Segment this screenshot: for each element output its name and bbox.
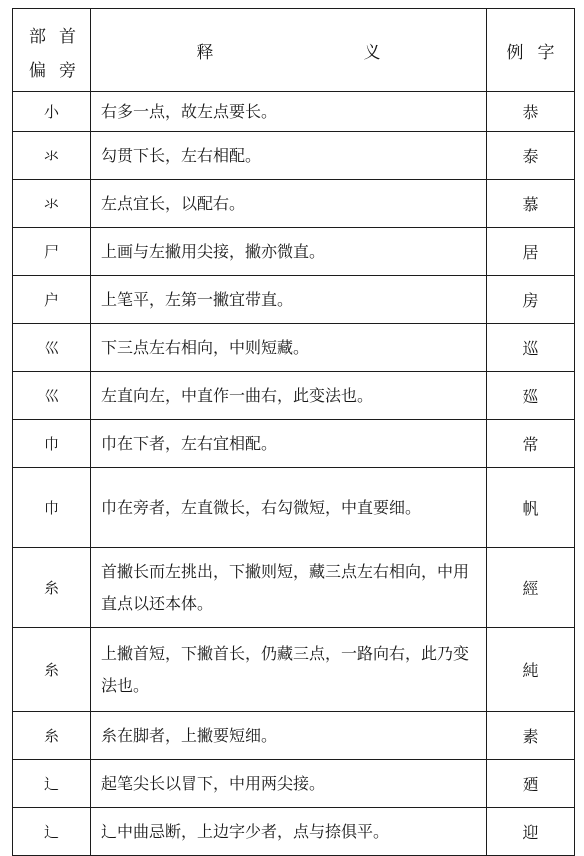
example-cell: 常 [487,420,575,468]
table-row [13,324,575,372]
header-example-char: 例 [506,42,524,63]
table-row [13,372,575,420]
radical-cell: 糸 [13,712,91,760]
table-row [13,468,575,548]
example-cell: 帆 [487,468,575,548]
header-radical-char: 首 [59,27,76,47]
table-row [13,808,575,856]
table-row [13,92,575,132]
radical-cell: 巛 [13,372,91,420]
example-cell: 房 [487,276,575,324]
meaning-cell: 下三点左右相向，中则短藏。 [91,324,487,372]
header-meaning-char: 释 [196,42,214,63]
example-cell: 泰 [487,132,575,180]
example-cell: 巡 [487,324,575,372]
table-row [13,760,575,808]
radical-cell: 巾 [13,420,91,468]
example-cell: 素 [487,712,575,760]
meaning-cell: 上笔平，左第一撇宜带直。 [91,276,487,324]
radical-cell: 巾 [13,468,91,548]
table-row [13,228,575,276]
radical-cell: 尸 [13,228,91,276]
table-row [13,420,575,468]
example-cell: 迎 [487,808,575,856]
radical-cell: 氺 [13,132,91,180]
radical-cell: 糸 [13,628,91,712]
meaning-cell: 辶中曲忌断，上边字少者，点与捺俱平。 [91,808,487,856]
meaning-cell: 左直向左，中直作一曲右，此变法也。 [91,372,487,420]
header-example-char: 字 [537,42,555,63]
example-cell: 恭 [487,92,575,132]
example-cell: 廼 [487,760,575,808]
example-cell: 居 [487,228,575,276]
header-radical [13,9,91,92]
table-row [13,180,575,228]
meaning-cell: 巾在旁者，左直微长，右勾微短，中直要细。 [91,468,487,548]
meaning-cell: 左点宜长，以配右。 [91,180,487,228]
radical-cell: 户 [13,276,91,324]
meaning-cell: 上画与左撇用尖接，撇亦微直。 [91,228,487,276]
radical-table [12,8,575,856]
table-row [13,276,575,324]
table-row [13,712,575,760]
radical-cell: 糸 [13,548,91,628]
meaning-cell: 起笔尖长以冒下，中用两尖接。 [91,760,487,808]
header-meaning-char: 义 [363,42,381,63]
example-cell: 廵 [487,372,575,420]
header-row [13,9,575,92]
header-radical-char: 部 [29,27,46,47]
meaning-cell: 巾在下者，左右宜相配。 [91,420,487,468]
meaning-cell: 勾贯下长，左右相配。 [91,132,487,180]
meaning-cell: 右多一点，故左点要长。 [91,92,487,132]
header-example [487,9,575,92]
radical-cell: 小 [13,92,91,132]
example-cell: 純 [487,628,575,712]
meaning-cell: 糸在脚者，上撇要短细。 [91,712,487,760]
meaning-cell: 首撇长而左挑出，下撇则短，藏三点左右相向，中用直点以还本体。 [91,548,487,628]
meaning-cell: 上撇首短，下撇首长，仍藏三点，一路向右，此乃变法也。 [91,628,487,712]
table-row [13,548,575,628]
header-meaning [91,9,487,92]
radical-cell: 巛 [13,324,91,372]
radical-cell: 氺 [13,180,91,228]
header-radical-char: 旁 [59,61,76,81]
example-cell: 經 [487,548,575,628]
table-row [13,132,575,180]
radical-cell: 辶 [13,808,91,856]
header-radical-char: 偏 [29,61,46,81]
table-row [13,628,575,712]
radical-cell: 辶 [13,760,91,808]
example-cell: 慕 [487,180,575,228]
